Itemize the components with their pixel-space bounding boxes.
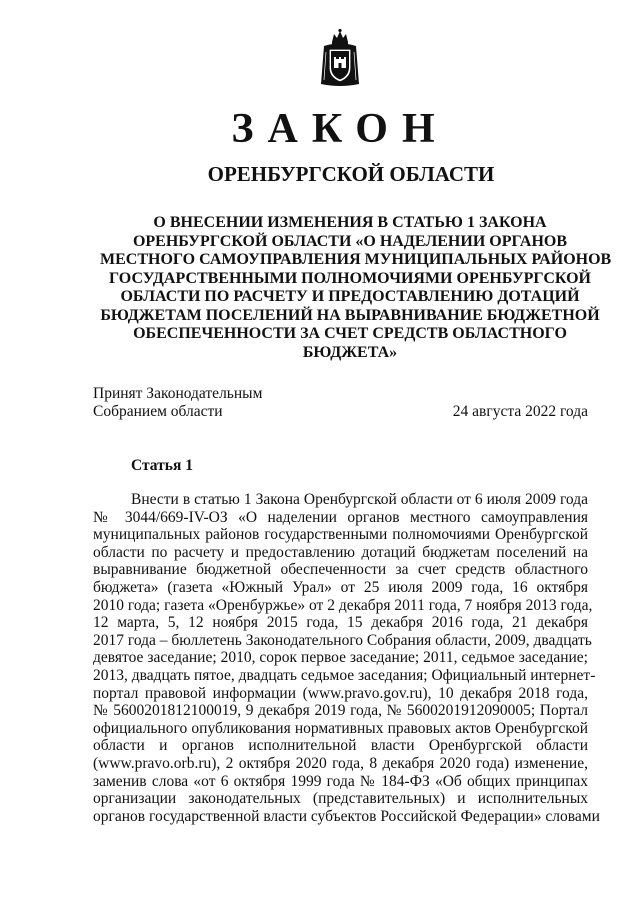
adopted-date: 24 августа 2022 года [452,403,588,420]
body-line: Внести в статью 1 Закона Оренбургской области от 6 июля 2009 года [131,491,588,508]
body-line: (www.pravo.orb.ru), 2 октября 2020 года, 8 декабря 2020 года) изменение, [93,754,588,772]
subject-line: ОБЛАСТИ ПО РАСЧЕТУ И ПРЕДОСТАВЛЕНИЮ ДОТАЦИЙ [120,288,580,305]
subject-line: БЮДЖЕТА» [302,343,398,361]
body-line: 12 марта, 5, 12 ноября 2015 года, 15 декабря 2016 года, 21 декабря [93,614,588,632]
law-title: ЗАКОН [231,106,449,152]
body-line: № 5600201812100019, 9 декабря 2019 года, № 5600201912090005; Портал [93,702,588,720]
adopted-line: Принят Законодательным [93,385,263,402]
article-heading: Статья 1 [131,457,193,474]
body-line: бюджета» (газета «Южный Урал» от 25 июля 2009 года, 16 октября [93,578,588,596]
subject-line: ОБЕСПЕЧЕННОСТИ ЗА СЧЕТ СРЕДСТВ ОБЛАСТНОГО [133,325,567,342]
body-line: 2013, двадцать пятое, двадцать седьмое заседания; Официальный интернет- [93,666,596,684]
body-line: заменив слова «от 6 октября 1999 года № 184-ФЗ «Об общих принципах [93,772,588,790]
body-line: организации законодательных (представительных) и исполнительных [93,790,588,808]
body-line: 2017 года – бюллетень Законодательного Собрания области, 2009, двадцать [93,631,592,649]
body-line: органов государственной власти субъектов Российской Федерации» словами [93,807,600,825]
adopted-by [93,385,262,421]
body-line: муниципальных районов государственными полномочиями Оренбургской [93,526,588,544]
body-line: № 3044/669-IV-ОЗ «О наделении органов местного самоуправления [93,508,588,526]
body-line: официального опубликования нормативных правовых актов Оренбургской [93,719,588,737]
body-line: девятое заседание; 2010, сорок первое заседание; 2011, седьмое заседание; [93,649,588,667]
adopted-line: Собранием области [93,403,223,420]
coat-of-arms-icon [318,28,362,88]
subject-line: МЕСТНОГО САМОУПРАВЛЕНИЯ МУНИЦИПАЛЬНЫХ РАЙОНОВ [100,251,612,268]
subject-line: ОРЕНБУРГСКОЙ ОБЛАСТИ «О НАДЕЛЕНИИ ОРГАНОВ [132,232,568,250]
subject-line: БЮДЖЕТАМ ПОСЕЛЕНИЙ НА ВЫРАВНИВАНИЕ БЮДЖЕТНОЙ [100,306,600,324]
law-subject [100,214,612,362]
body-line: области по расчету и предоставлению дотаций бюджетам поселений на [93,543,588,561]
subject-line: ГОСУДАРСТВЕННЫМИ ПОЛНОМОЧИЯМИ ОРЕНБУРГСКОЙ [109,269,591,287]
article-body [93,491,600,825]
body-line: области и органов исполнительной власти Оренбургской области [93,737,588,755]
body-line: выравнивание бюджетной обеспеченности за счет средств областного [93,561,588,579]
body-line: портал правовой информации (www.pravo.gov.ru), 10 декабря 2018 года, [93,684,588,702]
region-title: ОРЕНБУРГСКОЙ ОБЛАСТИ [207,162,495,186]
body-line: 2010 года; газета «Оренбуржье» от 2 декабря 2011 года, 7 ноября 2013 года, [93,596,593,614]
subject-line: О ВНЕСЕНИИ ИЗМЕНЕНИЯ В СТАТЬЮ 1 ЗАКОНА [153,214,547,231]
